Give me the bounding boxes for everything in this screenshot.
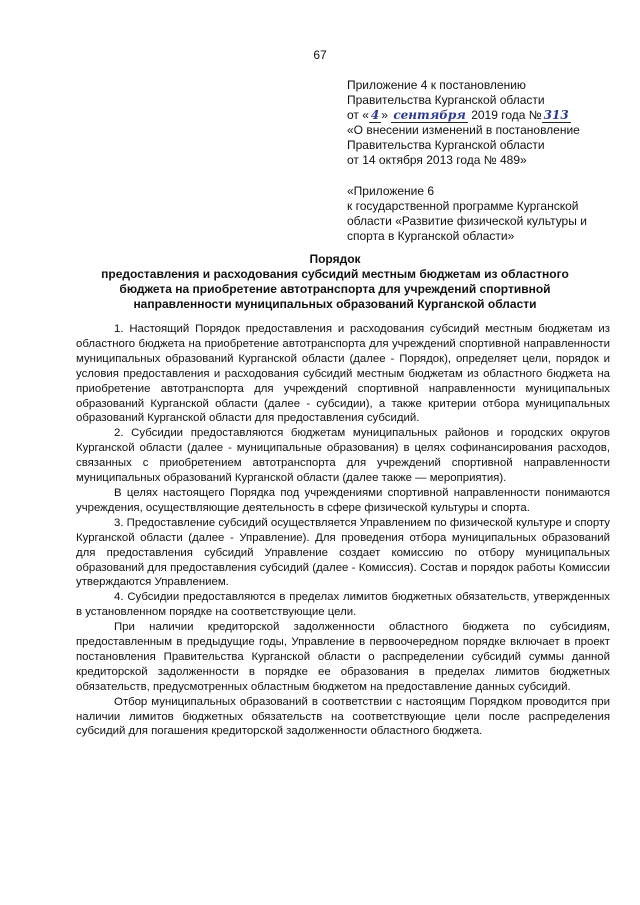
paragraph: 1. Настоящий Порядок предоставления и расходования субсидий местным бюджетам из областного бюджета на приобретение автотранспорта для учреждений спортивной направленности муниципальных образований Курганской области (далее - Порядок), определяет цели, порядок и условия предоставления и расходования субсидий местным бюджетам из областного бюджета на приобретение автотранспорта для учреждений спортивной направленности муниципальных образований Курганской области (далее - субсидии), а также критерии отбора муниципальных образований Курганской области для предоставления субсидий.	[76, 323, 610, 425]
title-heading: Порядок	[309, 252, 361, 266]
date-year: 2019 года №	[471, 108, 542, 122]
appendix-line: от 14 октября 2013 года № 489»	[347, 153, 527, 167]
appendix-header	[347, 78, 617, 244]
title-subtitle-line: направленности муниципальных образований Курганской области	[133, 297, 537, 311]
appendix-date-line	[347, 108, 617, 123]
paragraph: 4. Субсидии предоставляются в пределах лимитов бюджетных обязательств, утвержденных в установленном порядке на соответствующие цели.	[76, 591, 610, 619]
appendix-line: к государственной программе Курганской	[347, 199, 579, 213]
date-prefix: от «	[347, 108, 369, 122]
appendix-line: «О внесении изменений в постановление	[347, 123, 580, 137]
handwritten-number: 313	[543, 108, 569, 122]
handwritten-day: 4	[370, 108, 380, 122]
paragraph: 3. Предоставление субсидий осуществляется Управлением по физической культуре и спорту Курганской области (далее - Управление). Для проведения отбора муниципальных образований для предоставления субсидий Управление создает комиссию по отбору муниципальных образований для предоставления субсидий (далее - Комиссия). Состав и порядок работы Комиссии утверждаются Управлением.	[76, 516, 610, 589]
appendix-line: Правительства Курганской области	[347, 93, 545, 107]
title-subtitle-line: предоставления и расходования субсидий местным бюджетам из областного	[101, 267, 569, 281]
document-body	[76, 322, 610, 739]
title-subtitle-line: бюджета на приобретение автотранспорта для учреждений спортивной	[119, 282, 551, 296]
paragraph: Отбор муниципальных образований в соответствии с настоящим Порядком проводится при наличии лимитов бюджетных обязательств на соответствующие цели после распределения субсидий для погашения кредиторской задолженности областного бюджета.	[76, 695, 610, 738]
appendix-line: «Приложение 6	[347, 184, 435, 198]
paragraph: 2. Субсидии предоставляются бюджетам муниципальных районов и городских округов Курганской области (далее - муниципальные образования) в целях софинансирования расходов, связанных с приобретением автотранспорта для учреждений спортивной направленности муниципальных образований Курганской области (далее также — мероприятия).	[76, 427, 610, 485]
appendix-line: Приложение 4 к постановлению	[347, 78, 526, 92]
appendix-line: спорта в Курганской области»	[347, 229, 515, 243]
document-title	[70, 252, 600, 312]
appendix-line: области «Развитие физической культуры и	[347, 214, 587, 228]
date-mid: »	[381, 108, 388, 122]
page-number: 67	[313, 48, 327, 62]
handwritten-month: сентября	[393, 108, 466, 122]
appendix-line: Правительства Курганской области	[347, 138, 545, 152]
paragraph: При наличии кредиторской задолженности областного бюджета по субсидиям, предоставленным в предыдущие годы, Управление в первоочередном порядке включает в проект постановления Правительства Курганской области о распределении субсидий суммы данной кредиторской задолженности в порядке ее образования в пределах лимитов бюджетных обязательств, предусмотренных областным бюджетом на предоставление данных субсидий.	[76, 621, 610, 693]
paragraph: В целях настоящего Порядка под учреждениями спортивной направленности понимаются учреждения, осуществляющие деятельность в сфере физической культуры и спорта.	[76, 486, 610, 514]
